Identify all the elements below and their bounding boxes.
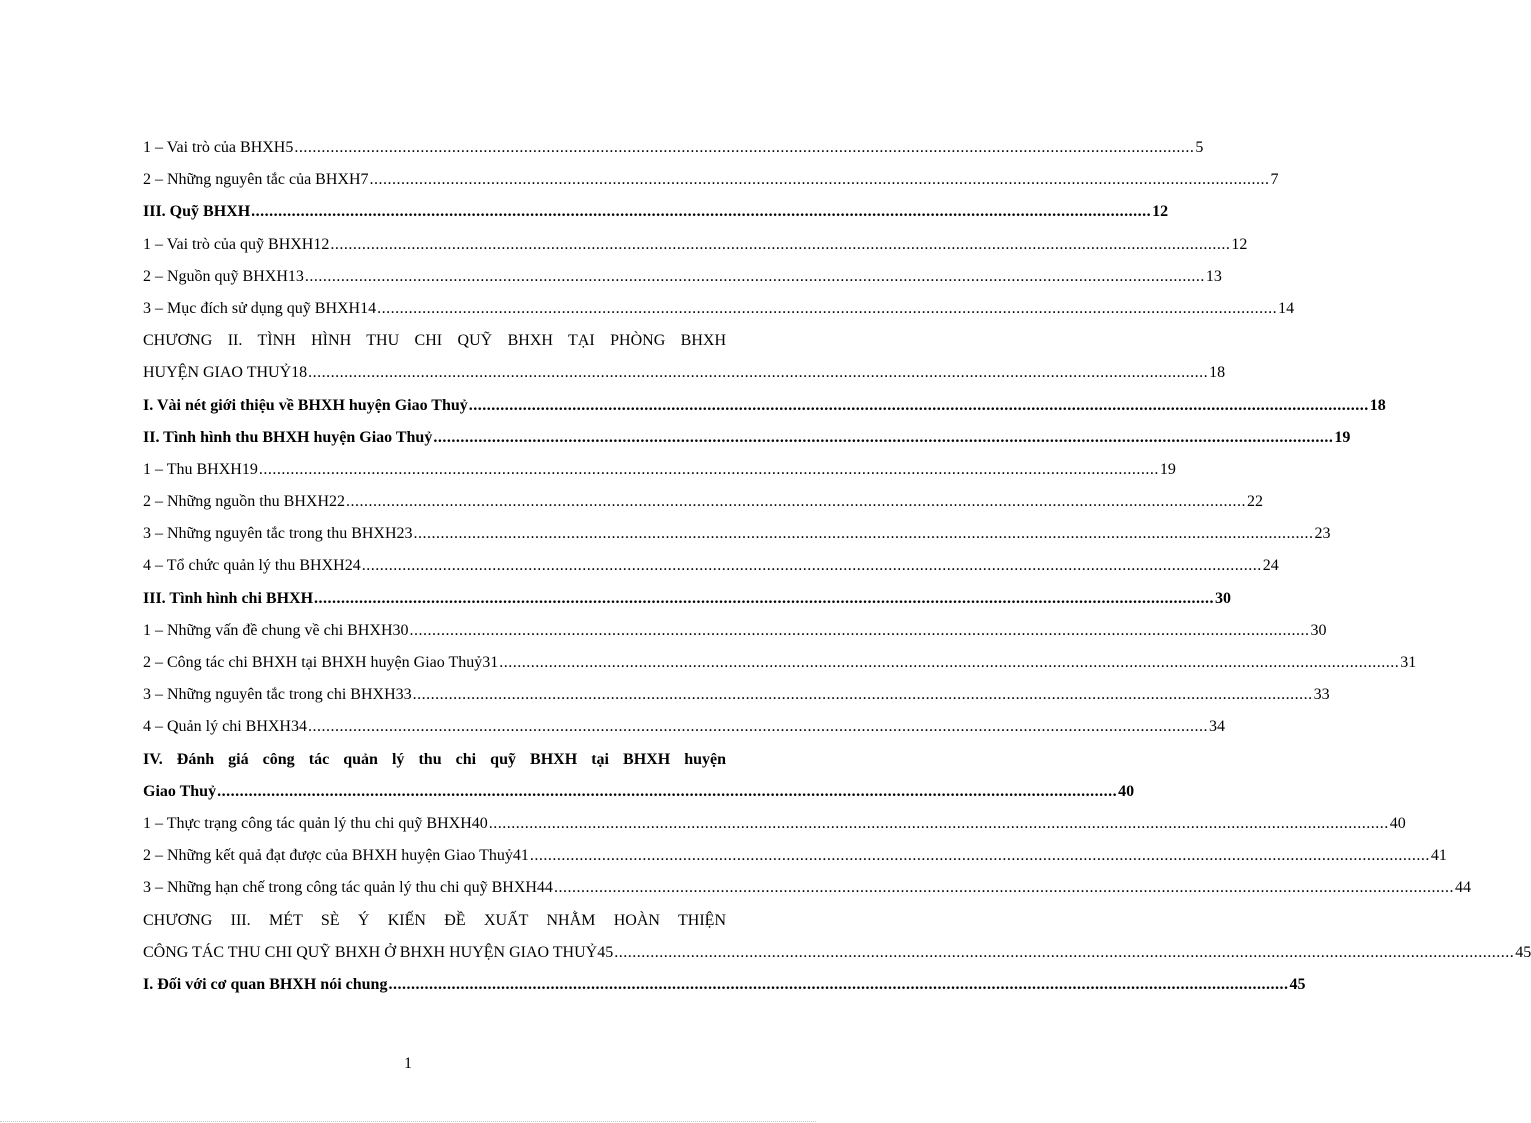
toc-leader-dots: ........................................................................................................................................................................................................ (258, 460, 1159, 478)
toc-entry-page: 13 (1205, 267, 1222, 285)
toc-leader-dots: ........................................................................................................................................................................................................ (308, 364, 1209, 382)
toc-entry (143, 293, 1295, 325)
toc-entry (143, 711, 1225, 743)
table-of-contents (143, 132, 1531, 1001)
toc-entry (143, 647, 1417, 679)
toc-entry (143, 229, 1248, 261)
toc-entry-title: 2 – Những nguyên tắc của BHXH7 (143, 171, 369, 189)
toc-entry (143, 550, 1279, 582)
toc-entry-title: III. Tình hình chi BHXH (143, 589, 314, 607)
toc-leader-dots: ........................................................................................................................................................................................................ (412, 686, 1313, 704)
toc-entry-page: 44 (1454, 879, 1471, 897)
toc-entry-page: 7 (1270, 171, 1279, 189)
toc-entry-title: I. Vài nét giới thiệu về BHXH huyện Giao Thuỷ (143, 396, 468, 414)
toc-leader-dots: ........................................................................................................................................................................................................ (388, 975, 1289, 993)
toc-entry-title: 4 – Tổ chức quản lý thu BHXH24 (143, 557, 361, 575)
toc-leader-dots: ........................................................................................................................................................................................................ (468, 396, 1369, 414)
toc-entry (143, 840, 1447, 872)
toc-entry-title: 4 – Quản lý chi BHXH34 (143, 718, 307, 736)
toc-leader-dots: ........................................................................................................................................................................................................ (488, 814, 1389, 832)
toc-entry-page: 23 (1314, 525, 1331, 543)
page-bottom-divider (0, 1121, 816, 1122)
toc-section-heading (143, 196, 1169, 228)
toc-section-heading-line1: IV. Đánh giá công tác quản lý thu chi quỹ BHXH tại BHXH huyện (143, 750, 726, 768)
toc-entry-title: 1 – Thực trạng công tác quản lý thu chi quỹ BHXH40 (143, 814, 488, 832)
toc-leader-dots: ........................................................................................................................................................................................................ (614, 943, 1515, 961)
toc-chapter-heading (143, 357, 1226, 389)
toc-entry-page: 41 (1430, 847, 1447, 865)
toc-entry-title: 3 – Mục đích sử dụng quỹ BHXH14 (143, 299, 377, 317)
toc-entry (143, 454, 1176, 486)
toc-leader-dots: ........................................................................................................................................................................................................ (369, 171, 1270, 189)
toc-entry-page: 40 (1389, 814, 1406, 832)
toc-leader-dots: ........................................................................................................................................................................................................ (361, 557, 1262, 575)
toc-entry-title: 3 – Những nguyên tắc trong thu BHXH23 (143, 525, 413, 543)
toc-entry-title: 2 – Nguồn quỹ BHXH13 (143, 267, 304, 285)
toc-leader-dots: ........................................................................................................................................................................................................ (307, 718, 1208, 736)
toc-leader-dots: ........................................................................................................................................................................................................ (294, 139, 1195, 156)
toc-entry-page: 12 (1231, 235, 1248, 253)
toc-entry (143, 872, 1471, 904)
toc-leader-dots: ........................................................................................................................................................................................................ (314, 589, 1215, 607)
toc-entry-page: 5 (1195, 139, 1204, 156)
toc-entry-page: 12 (1152, 203, 1169, 221)
toc-entry-title: Giao Thuỷ (143, 782, 217, 800)
toc-leader-dots: ........................................................................................................................................................................................................ (304, 267, 1205, 285)
toc-entry (143, 132, 1204, 164)
toc-entry (143, 486, 1264, 518)
toc-entry-page: 45 (1515, 943, 1531, 961)
toc-entry-page: 24 (1262, 557, 1279, 575)
toc-section-heading (143, 969, 1306, 1001)
toc-entry-title: II. Tình hình thu BHXH huyện Giao Thuỷ (143, 428, 433, 446)
toc-entry-page: 34 (1208, 718, 1225, 736)
toc-leader-dots: ........................................................................................................................................................................................................ (413, 525, 1314, 543)
toc-entry-title: 2 – Công tác chi BHXH tại BHXH huyện Giao Thuỷ31 (143, 654, 499, 671)
toc-section-heading (143, 776, 1135, 808)
toc-entry-page: 18 (1369, 396, 1386, 414)
toc-leader-dots: ........................................................................................................................................................................................................ (553, 879, 1454, 897)
toc-leader-dots: ........................................................................................................................................................................................................ (499, 654, 1400, 671)
toc-leader-dots: ........................................................................................................................................................................................................ (377, 299, 1278, 317)
toc-entry-title: 2 – Những kết quả đạt được của BHXH huyện Giao Thuỷ41 (143, 847, 529, 865)
toc-leader-dots: ........................................................................................................................................................................................................ (217, 782, 1118, 800)
toc-entry-title: 1 – Vai trò của quỹ BHXH12 (143, 235, 330, 253)
toc-entry-page: 45 (1289, 975, 1306, 993)
toc-section-heading (143, 390, 1386, 422)
toc-chapter-heading-line1: CHƯƠNG II. TÌNH HÌNH THU CHI QUỸ BHXH TẠI PHÒNG BHXH (143, 332, 726, 350)
toc-entry-title: CÔNG TÁC THU CHI QUỸ BHXH Ở BHXH HUYỆN GIAO THUỶ45 (143, 943, 614, 961)
toc-entry-title: I. Đối với cơ quan BHXH nói chung (143, 975, 388, 993)
toc-entry-title: 3 – Những hạn chế trong công tác quản lý thu chi quỹ BHXH44 (143, 879, 553, 897)
toc-entry-title: 1 – Những vấn đề chung về chi BHXH30 (143, 621, 409, 639)
toc-entry-page: 33 (1313, 686, 1330, 704)
toc-entry (143, 615, 1327, 647)
toc-leader-dots: ........................................................................................................................................................................................................ (529, 847, 1430, 865)
toc-leader-dots: ........................................................................................................................................................................................................ (346, 493, 1247, 511)
toc-entry-page: 30 (1215, 589, 1232, 607)
toc-section-heading (143, 422, 1351, 454)
toc-entry-page: 19 (1159, 460, 1176, 478)
toc-entry-page: 31 (1400, 654, 1417, 671)
toc-entry (143, 518, 1331, 550)
toc-entry (143, 808, 1406, 840)
toc-leader-dots: ........................................................................................................................................................................................................ (409, 621, 1310, 639)
toc-entry-page: 14 (1278, 299, 1295, 317)
toc-entry (143, 261, 1222, 293)
toc-entry-title: 2 – Những nguồn thu BHXH22 (143, 493, 346, 511)
toc-entry-title: 1 – Thu BHXH19 (143, 460, 258, 478)
toc-entry-page: 18 (1209, 364, 1226, 382)
toc-entry-title: 3 – Những nguyên tắc trong chi BHXH33 (143, 686, 412, 704)
toc-entry-page: 22 (1247, 493, 1264, 511)
toc-entry-page: 40 (1118, 782, 1135, 800)
toc-entry (143, 679, 1330, 711)
toc-section-heading (143, 583, 1232, 615)
toc-entry-title: III. Quỹ BHXH (143, 203, 251, 221)
toc-chapter-heading-line1: CHƯƠNG III. MÉT SÈ Ý KIẾN ĐỀ XUẤT NHẰM HOÀN THIỆN (143, 911, 726, 929)
toc-entry-title: 1 – Vai trò của BHXH5 (143, 139, 294, 156)
page-number: 1 (404, 1055, 412, 1072)
toc-entry (143, 164, 1279, 196)
toc-entry-page: 19 (1334, 428, 1351, 446)
toc-entry-page: 30 (1310, 621, 1327, 639)
toc-leader-dots: ........................................................................................................................................................................................................ (251, 203, 1152, 221)
toc-leader-dots: ........................................................................................................................................................................................................ (330, 235, 1231, 253)
toc-entry-title: HUYỆN GIAO THUỶ18 (143, 364, 308, 382)
toc-chapter-heading (143, 937, 1531, 969)
toc-leader-dots: ........................................................................................................................................................................................................ (433, 428, 1334, 446)
